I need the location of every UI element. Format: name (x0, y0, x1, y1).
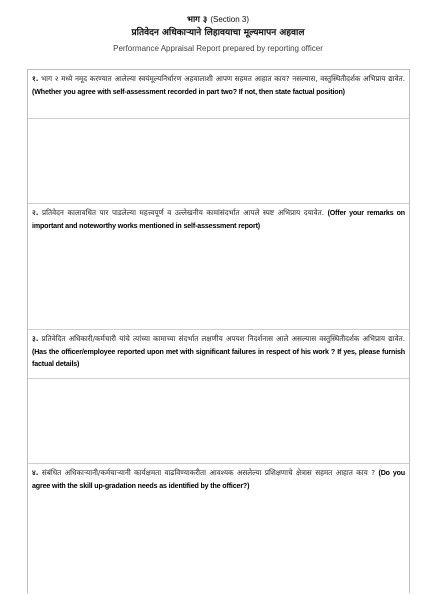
question-3 (28, 330, 409, 379)
answer-area-3[interactable] (28, 379, 409, 464)
title-marathi: प्रतिवेदन अधिकाऱ्याने लिहावयाचा मूल्यमापन अहवाल (131, 28, 305, 38)
question-text-english: (Has the officer/employee reported upon met with significant failures in respect of his work ? If yes, please furnish factual details) (32, 347, 405, 368)
part-label: भाग ३ (187, 15, 208, 25)
question-1 (28, 70, 409, 119)
answer-area-1[interactable] (28, 119, 409, 204)
report-header (0, 14, 436, 54)
appraisal-form (27, 69, 410, 593)
question-number: १. (32, 74, 39, 83)
title-english: Performance Appraisal Report prepared by reporting officer (113, 44, 323, 53)
question-number: ४. (32, 468, 39, 477)
question-text-english: (Do you agree with the skill up-gradation needs as identified by the officer?) (32, 469, 405, 490)
question-number: ३. (32, 334, 39, 343)
part-heading (0, 14, 436, 26)
question-text-marathi: प्रतिवेदन कालावधित पार पाडलेल्या महत्त्वपूर्ण व उल्लेखनीय कामांसंदर्भात आपले स्पष्ट अभिप्राय दयावेत. (42, 208, 324, 217)
question-text-marathi: प्रतिवेदित अधिकारी/कर्मचारी यांचे त्यांच्या कामाच्या संदर्भात लक्षणीय अपयश निदर्शनास आले असल्यास वस्तुस्थितीदर्शक अभिप्राय द्यावेत. (41, 334, 405, 343)
question-text-english: (Offer your remarks on important and noteworthy works mentioned in self-assessment report) (32, 209, 405, 230)
question-text-marathi: भाग २ मध्ये नमूद करण्यात आलेल्या स्वयंमूल्यनिर्धारण अहवालाशी आपण सहमत आहात काय? नसल्यास, वस्तुस्थितीदर्शक अभिप्राय द्यावेत. (41, 74, 405, 83)
section-label: (Section 3) (210, 15, 249, 24)
question-text-marathi: संबंधित अधिकाऱ्यानी/कर्मचाऱ्यानी कार्यक्षमता वाढविण्याकरीता आवश्यक असलेल्या प्रशिक्षणाचे क्षेत्रास सहमत आहात काय ? (41, 468, 376, 477)
question-number: २. (32, 208, 39, 217)
question-2 (28, 204, 409, 330)
question-text-english: (Whether you agree with self-assessment recorded in part two? If not, then state factual position) (32, 87, 345, 96)
question-4 (28, 464, 409, 594)
